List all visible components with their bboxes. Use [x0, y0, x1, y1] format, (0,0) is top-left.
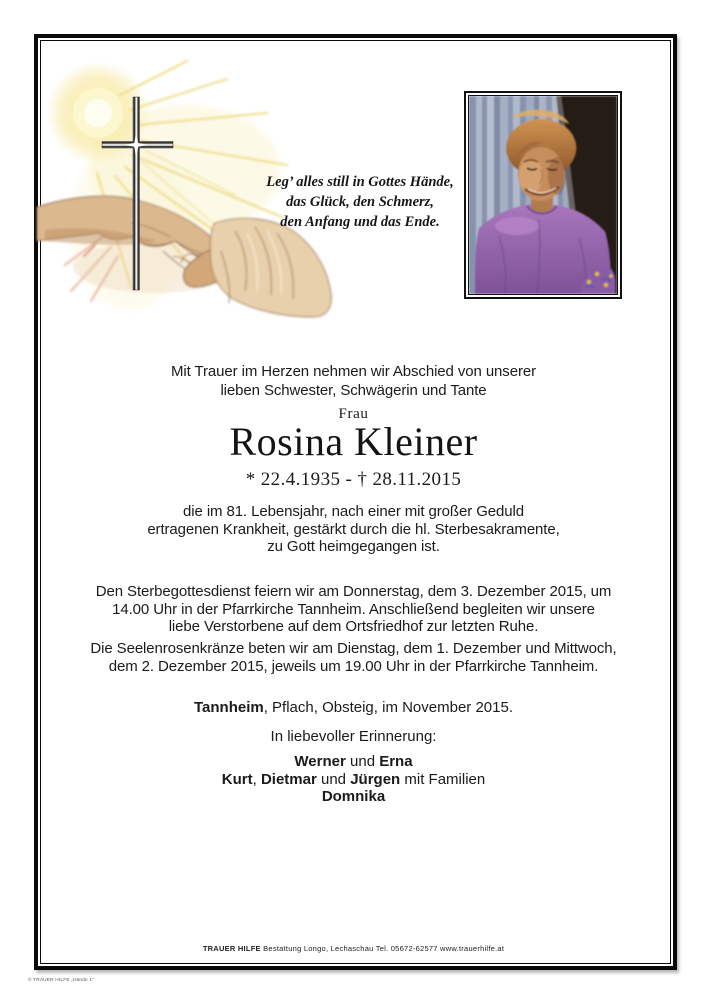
- connector-text: und: [316, 770, 351, 788]
- mourner-name: Werner: [294, 753, 346, 770]
- deceased-name: Rosina Kleiner: [229, 419, 478, 464]
- mourner-name: Erna: [379, 753, 413, 770]
- funeral-home-footer: [40, 944, 667, 953]
- funeral-service-paragraph: [40, 583, 667, 636]
- mourners-list: [40, 753, 667, 806]
- mourner-name: Jürgen: [350, 770, 401, 788]
- place-rest: , Pflach, Obsteig, im November 2015.: [263, 699, 513, 716]
- salutation: Frau: [338, 406, 369, 422]
- passing-paragraph: [40, 503, 667, 556]
- mourner-name: Domnika: [321, 788, 386, 805]
- place-date-line: [40, 699, 667, 716]
- memorial-verse: [245, 172, 475, 232]
- birth-death-dates: * 22.4.1935 - † 28.11.2015: [245, 469, 462, 490]
- connector-text: ,: [252, 770, 261, 788]
- passing-line: ertragenen Krankheit, gestärkt durch die hl. Sterbesakramente,: [147, 520, 560, 538]
- passing-line: zu Gott heimgegangen ist.: [267, 538, 440, 555]
- service-line: 14.00 Uhr in der Pfarrkirche Tannheim. Anschließend begleiten wir unsere: [112, 600, 595, 618]
- verse-line: den Anfang und das Ende.: [280, 214, 440, 230]
- mourning-announcement: [40, 362, 667, 400]
- verse-line: das Glück, den Schmerz,: [286, 194, 434, 210]
- portrait-photo: [468, 95, 618, 295]
- artwork-copyright: © TRAUER HILFE „Hände 1“: [28, 978, 94, 983]
- service-line: liebe Verstorbene auf dem Ortsfriedhof zur letzten Ruhe.: [168, 618, 539, 635]
- mourner-name: Dietmar: [260, 770, 317, 788]
- funeral-home-contact: Bestattung Longo, Lechaschau Tel. 05672-62577 www.trauerhilfe.at: [260, 944, 505, 953]
- mourners-line: [40, 771, 667, 789]
- verse-line: Leg’ alles still in Gottes Hände,: [266, 174, 454, 190]
- rosary-line: dem 2. Dezember 2015, jeweils um 19.00 Uhr in der Pfarrkirche Tannheim.: [108, 657, 599, 675]
- rosary-line: Die Seelenrosenkränze beten wir am Dienstag, dem 1. Dezember und Mittwoch,: [90, 640, 617, 657]
- announcement-line: Mit Trauer im Herzen nehmen wir Abschied von unserer: [171, 363, 536, 380]
- rosary-paragraph: [40, 640, 667, 675]
- place-name: Tannheim: [193, 699, 264, 716]
- announcement-line: lieben Schwester, Schwägerin und Tante: [220, 382, 487, 399]
- robe-drapery: [210, 218, 331, 317]
- connector-text: mit Familien: [400, 770, 486, 788]
- mourner-name: Kurt: [221, 770, 253, 788]
- portrait-photo-image: [469, 96, 617, 294]
- funeral-home-brand: TRAUER HILFE: [202, 944, 261, 953]
- portrait-photo-frame: [464, 91, 622, 299]
- remembrance-heading: In liebevoller Erinnerung:: [270, 728, 437, 745]
- connector-text: und: [345, 753, 380, 770]
- mourners-line: [40, 753, 667, 771]
- service-line: Den Sterbegottesdienst feiern wir am Donnerstag, dem 3. Dezember 2015, um: [95, 583, 612, 600]
- passing-line: die im 81. Lebensjahr, nach einer mit großer Geduld: [183, 503, 524, 520]
